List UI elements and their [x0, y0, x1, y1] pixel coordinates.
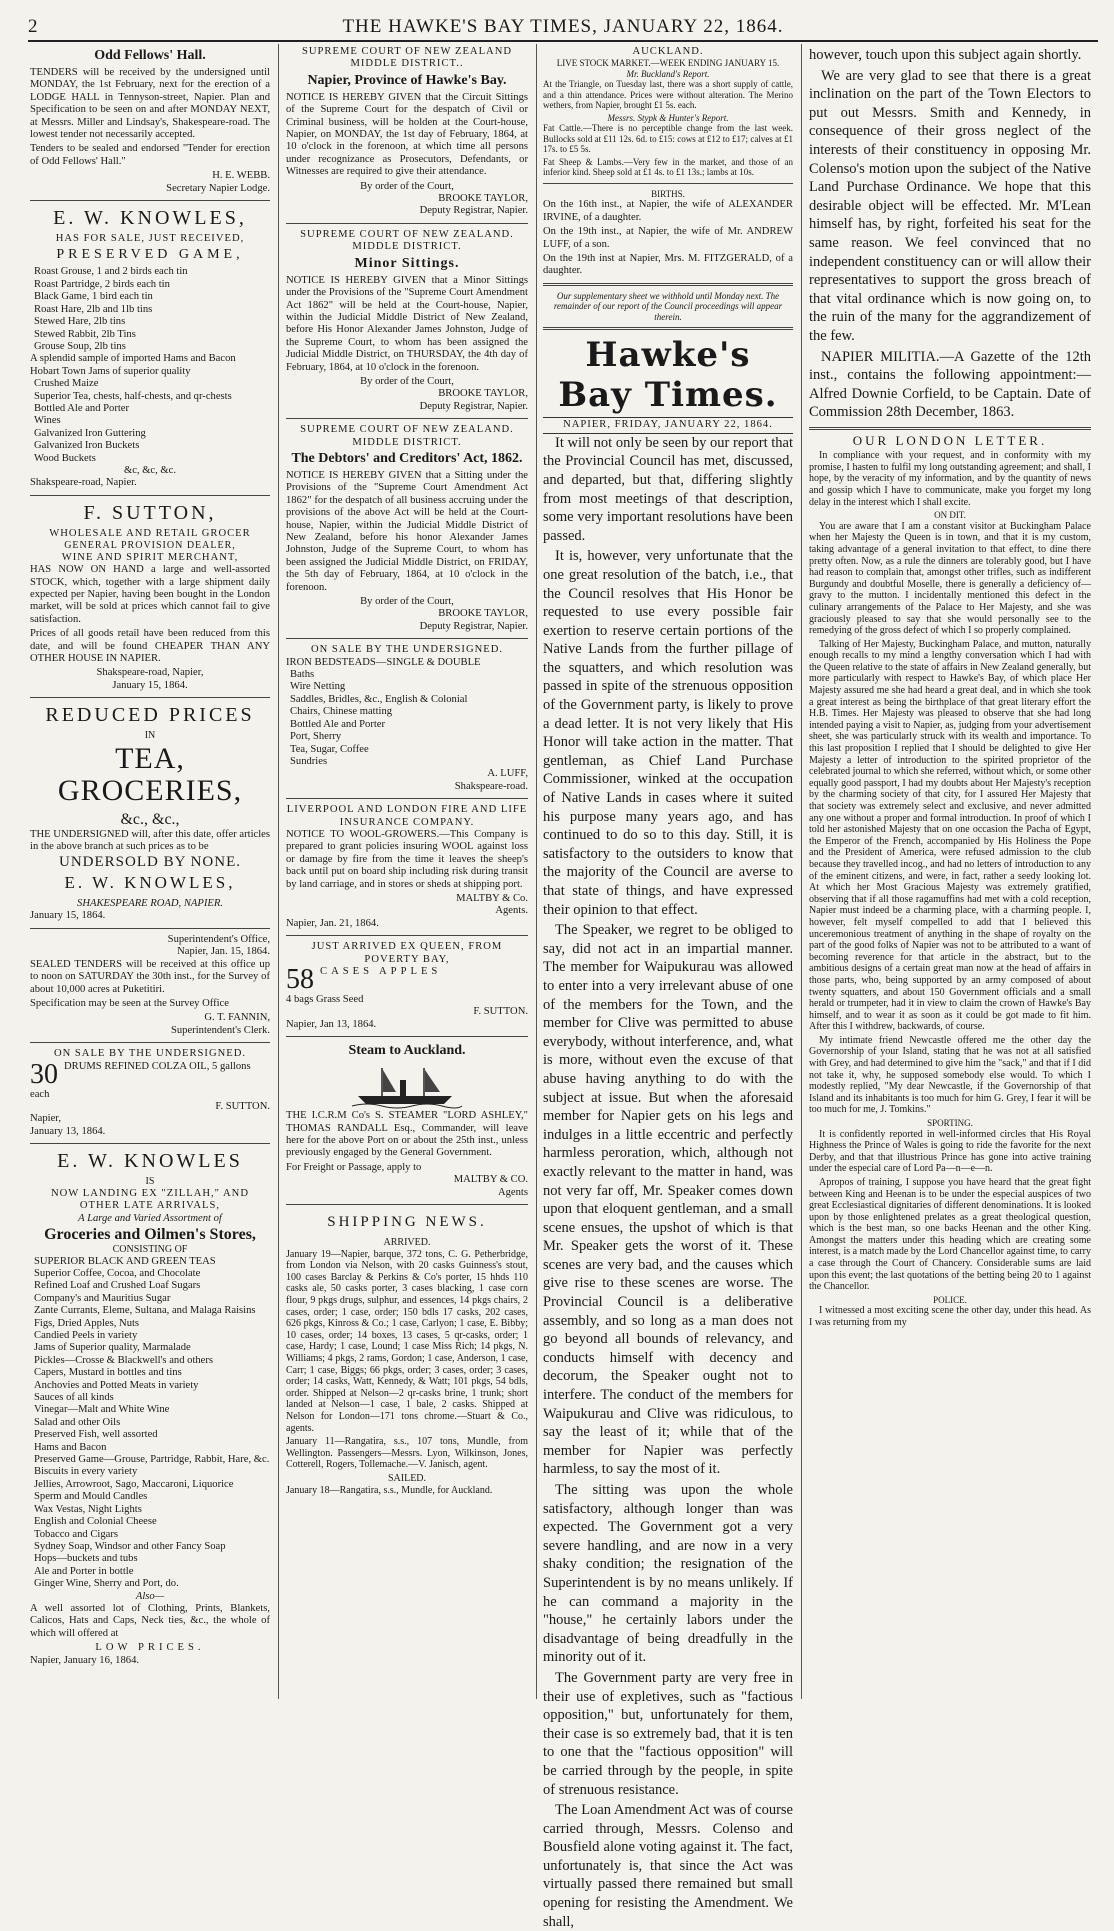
- shipping-body-2: January 11—Rangatira, s.s., 107 tons, Mundle, from Wellington. Passengers—Messrs. Lyon, Wilkinson, Jones, Cotterell, Rogers, Tollemache.—V. Janisch, agent.: [286, 1436, 528, 1471]
- editorial-paragraph: The Government party are very free in their use of expletives, such as "factious opposition," but, unfortunately for them, their case is so extremely bad, that it is ten to one that the "factious opposition" will be carried through by the people, in spite of strenuous resistance.: [543, 1669, 793, 1798]
- editorial-paragraph: however, touch upon this subject again shortly.: [809, 47, 1082, 63]
- list-item: Pickles—Crosse & Blackwell's and others: [34, 1354, 214, 1366]
- editorial-paragraph: It will not only be seen by our report that the Provincial Council has met, discussed, and departed, but that, differing slightly from most meetings of that description, some very important resolutions have been passed.: [543, 434, 793, 544]
- oddfellows-body-2: Tenders to be sealed and endorsed "Tender for erection of Odd Fellows' Hall.": [30, 143, 270, 167]
- reduced-in: IN: [144, 730, 156, 742]
- list-item: Sauces of all kinds: [34, 1392, 114, 1404]
- list-item: Jellies, Arrowroot, Sago, Maccaroni, Liquorice: [34, 1478, 234, 1490]
- list-item: Wines: [34, 415, 61, 427]
- newspaper-nameplate: Hawke's Bay Times.: [558, 335, 778, 416]
- court2-body: NOTICE IS HEREBY GIVEN that a Minor Sittings under the Provisions of the "Supreme Court Amendment Act 1862" will be held at the Court-house, Napier, within the Judicial Middle District of New Zealand, before His Honor Alexander James Johnston, Judge of the Supreme Court, to whom has been assigned the Judicial Middle District, on THURSDAY, the 4th day of February, 1864, at 10 o'clock in the forenoon.: [286, 274, 528, 373]
- court3-title: The Debtors' and Creditors' Act, 1862.: [291, 450, 523, 466]
- knowles2-address: SHAKESPEARE ROAD, NAPIER.: [77, 898, 223, 910]
- knowles-address: Shakspeare-road, Napier.: [30, 477, 137, 489]
- apples-heading: JUST ARRIVED EX QUEEN, FROM POVERTY BAY,: [311, 941, 503, 965]
- divider: [30, 1042, 270, 1043]
- knowles-ad-heading: E. W. KNOWLES,: [53, 207, 247, 230]
- knowles3-is: IS: [145, 1176, 155, 1188]
- insurance-heading: LIVERPOOL AND LONDON FIRE AND LIFE INSURANCE COMPANY.: [286, 804, 528, 828]
- luff-signature: A. LUFF,: [487, 768, 528, 780]
- knowles3-consisting: CONSISTING OF: [112, 1243, 188, 1255]
- letter-paragraph: Apropos of training, I suppose you have heard that the great fight between King and Heenan is to be under the especial auspices of two great Ecclesiastical dignitaries of different denominations. It is looked upon by those enlightened prelates as a great theological question, which is the best man, so one backs Heenan and the other King. Amongst the matters under this heading which are creating some interest, is a match made by the Lord Chancellor against time, to carry a case through the Court of Chancery. Considerable sums are laid upon this event; the last quotations of the betting being 20 to 1 against the Chancellor.: [809, 1176, 1091, 1293]
- knowles-more-2: Hobart Town Jams of superior quality: [30, 365, 191, 377]
- knowles-ad-sub: HAS FOR SALE, JUST RECEIVED,: [55, 233, 245, 245]
- list-item: Galvanized Iron Buckets: [34, 440, 140, 452]
- shipping-arrived: ARRIVED.: [383, 1237, 431, 1249]
- list-item: Vinegar—Malt and White Wine: [34, 1404, 170, 1416]
- column-rule: [801, 44, 802, 1699]
- divider: [286, 798, 528, 799]
- page-header: [28, 16, 1098, 38]
- auckland-body: At the Triangle, on Tuesday last, there was a short supply of cattle, and a thin attendance. Prices were without alteration. The Merino wethers, from Napier, brought £1 5s. each.: [543, 79, 793, 111]
- knowles3-also: Also—: [135, 1590, 165, 1602]
- list-item: Wax Vestas, Night Lights: [34, 1503, 142, 1515]
- court1-by: By order of the Court,: [360, 180, 454, 192]
- knowles3-big: Groceries and Oilmen's Stores,: [44, 1225, 256, 1243]
- list-item: Roast Grouse, 1 and 2 birds each tin: [34, 266, 188, 278]
- police-heading: POLICE.: [933, 1294, 967, 1305]
- list-item: Tea, Sugar, Coffee: [290, 743, 369, 755]
- letter-paragraph: I witnessed a most exciting scene the other day, under this head. As I was returning from my: [809, 1305, 1091, 1328]
- tea-groceries-heading: TEA, GROCERIES,: [57, 741, 243, 807]
- luff-heading: ON SALE BY THE UNDERSIGNED.: [310, 644, 504, 656]
- colza-heading: ON SALE BY THE UNDERSIGNED.: [53, 1048, 247, 1060]
- list-item: Superior Tea, chests, half-chests, and qr-chests: [34, 390, 232, 402]
- column-4: [809, 46, 1091, 1699]
- shipping-sailed: SAILED.: [387, 1472, 427, 1484]
- militia-notice: NAPIER MILITIA.—A Gazette of the 12th inst., contains the following appointment:—Alfred Downie Corfield, to be Captain. Date of Commission 28th December, 1863.: [809, 348, 1091, 421]
- list-item: Wood Buckets: [34, 452, 96, 464]
- oddfellows-heading: Odd Fellows' Hall.: [94, 48, 206, 63]
- list-item: Hams and Bacon: [34, 1441, 107, 1453]
- birth-notice: On the 16th inst., at Napier, the wife of ALEXANDER IRVINE, of a daughter.: [543, 199, 793, 223]
- court1-body: NOTICE IS HEREBY GIVEN that the Circuit Sittings of the Supreme Court for the despatch of Civil or Criminal business, will be holden at the Court-house, Napier, on MONDAY, the 1st day of February, 1864, at 10 o'clock in the forenoon, at which time all persons under recognizance as Prosecutors, Defendants, or Witnesses are required to give their attendance.: [286, 91, 528, 178]
- auckland-sub: LIVE STOCK MARKET.—WEEK ENDING JANUARY 15.: [556, 58, 780, 69]
- auckland-sub-2: Mr. Buckland's Report.: [626, 68, 710, 79]
- insurance-body: NOTICE TO WOOL-GROWERS.—This Company is prepared to grant policies insuring WOOL against loss or damage by fire from the time it leaves the sheep's back until put on board ship including risk during transit by land carriage, and in stores or sheds at shipping port.: [286, 828, 528, 890]
- list-item: Chairs, Chinese matting: [290, 706, 393, 718]
- insurance-signature: MALTBY & Co.: [456, 892, 528, 904]
- list-item: Salad and other Oils: [34, 1416, 121, 1428]
- colza-place: Napier,: [30, 1113, 62, 1125]
- court1-signature-title: Deputy Registrar, Napier.: [419, 205, 528, 217]
- court3-by: By order of the Court,: [360, 596, 454, 608]
- list-item: Candied Peels in variety: [34, 1330, 138, 1341]
- court3-signature: BROOKE TAYLOR,: [438, 608, 528, 620]
- court1-heading: SUPREME COURT OF NEW ZEALAND: [301, 46, 513, 57]
- apples-text: CASES APPLES: [320, 966, 442, 977]
- list-item: Sydney Soap, Windsor and other Fancy Soap: [34, 1540, 226, 1552]
- column-2: [286, 46, 528, 1699]
- survey-date: Napier, Jan. 15, 1864.: [177, 946, 270, 958]
- steam-heading: Steam to Auckland.: [348, 1043, 466, 1059]
- column-rule: [536, 44, 537, 1699]
- steam-signature: MALTBY & CO.: [453, 1174, 528, 1186]
- list-item: SUPERIOR BLACK AND GREEN TEAS: [34, 1255, 216, 1267]
- court1-signature: BROOKE TAYLOR,: [438, 193, 528, 205]
- page-number: 2: [28, 16, 39, 37]
- list-item: Saddles, Bridles, &c., English & Colonial: [290, 693, 468, 705]
- apples-text-2: 4 bags Grass Seed: [286, 994, 364, 1005]
- apples-line: [286, 966, 528, 994]
- shipping-heading: SHIPPING NEWS.: [327, 1214, 487, 1231]
- london-letter: [809, 450, 1091, 1328]
- survey-body-2: Specification may be seen at the Survey Office: [30, 997, 229, 1009]
- knowles-ad-sub-2: PRESERVED GAME,: [56, 247, 244, 263]
- court3-heading: SUPREME COURT OF NEW ZEALAND.: [300, 424, 514, 436]
- list-item: Crushed Maize: [34, 378, 99, 390]
- births-heading: BIRTHS.: [651, 188, 685, 199]
- list-item: Ginger Wine, Sherry and Port, do.: [34, 1578, 179, 1590]
- knowles-game-list: [30, 266, 270, 353]
- list-item: Refined Loaf and Crushed Loaf Sugars: [34, 1280, 201, 1292]
- divider: [543, 183, 793, 184]
- divider: [286, 1036, 528, 1037]
- divider: [809, 427, 1091, 430]
- oddfellows-body: TENDERS will be received by the undersigned until MONDAY, the 1st February, next for the erection of a LODGE HALL in Tennyson-street, Napier. Plan and Specification to be seen on and after MONDAY NEXT, at Messrs. Miller and Lindsay's, Shakespeare-road. The lowest tender not necessarily accepted.: [30, 67, 270, 141]
- sutton-address: Shakspeare-road, Napier,: [96, 667, 204, 679]
- london-letter-heading: OUR LONDON LETTER.: [852, 432, 1048, 448]
- court3-body: NOTICE IS HEREBY GIVEN that a Sitting under the Provisions of the "Supreme Court Amendment Act 1862" for the despatch of all business accruing under the provisions of the above Act will be held at the Court-house, Napier, within the Judicial Middle District of New Zealand, before his honor Alexander James Johnston, Judge of the Supreme Court, to whom has been assigned the Judicial Middle District, on FRIDAY, the 5th day of February, 1864, at 10 o'clock in the forenoon.: [286, 469, 528, 593]
- steam-signature-2: Agents: [497, 1186, 528, 1198]
- letter-paragraph: My intimate friend Newcastle offered me the other day the Governorship of your Island, stating that he was not at all satisfied with Grey, and had determined to give him the "sack," and that if I did not take it, why, he supposed somebody else would. To which I modestly replied, "My dear Newcastle, if the Governorship of that Island and its inhabitants is too much for him G. Grey, I fear it will be too much for me, J. Tomkins.": [809, 1034, 1091, 1116]
- editorial: [543, 434, 793, 1931]
- groceries-list: [30, 1256, 270, 1591]
- editorial-paragraph: The Speaker, we regret to be obliged to say, did not act in an impartial manner. The member for Waipukurau was allowed to enter into a very irrelevant abuse of one of the members for the Town, and the member for Clive was permitted to abuse everybody, without interference, and, what is more, without even the excuse of that abuse having anything to do with the subject at issue. But when the aforesaid member for Napier gets on his legs and indulges in a little eccentric and perfectly harmless peroration, which, although not exactly relevant to the matter in hand, was not very far off, Mr. Speaker comes down upon that eloquent gentleman, and a small scene ensues, the upshot of which is that Mr. Speaker gets the worst of it. These scenes are very bad, and the causes which give rise to these scenes are worse. The Provincial Council is a deliberative assembly, and so long as a man does not go beyond all bounds of relevancy, and conducts himself with decency and decorum, the Speaker ought not to interfere. The conduct of the members for Waipukurau and Clive was ridiculous, to say the least of it; while that of the member for Napier was perfectly harmless, to say the most of it.: [543, 922, 793, 1478]
- luff-body: IRON BEDSTEADS—SINGLE & DOUBLE: [286, 656, 481, 668]
- shipping-body: January 19—Napier, barque, 372 tons, C. G. Petherbridge, from London via Nelson, with 20 casks Guinness's stout, 100 cases Barclay & Perkins & Co's porter, 15 hhds 110 casks ale, 50 casks porter, 3 cases blacking, 1 case corn flour, 9 pkgs drugs, sulphur, and essences, 14 pkgs chairs, 2 cases, order; 1 case, order; 150 bdls 17 casks, 202 cases, 626 pkgs, Kinross & Co.; 1 case, Carlyon; 1 case, E. Bibby; 10 cases, order; 14 boxes, 13 cases, 5 qr-casks, order; 1 case, Hardy; 1 case, Lound; 1 case Miss Rich; 14 pkgs, N. Williams; 4 pkgs, 2 rams, Gordon; 1 case, Anderson, 1 case, Carr; 1 case, Biggs; 66 pkgs, order; 3 cases, order; 3 cases, order; 14 casks, Watt, Kennedy, & Watt; 101 pkgs, 54 bdls, order. Shipped at Nelson—2 qr-casks brine, 1 trunk; short landed at Nelson—1 case, 1 bale, 2 casks. Shipped at Nelson for London—171 tons chrome.—Stuart & Co., agents.: [286, 1248, 528, 1434]
- court3-district: MIDDLE DISTRICT.: [352, 436, 462, 448]
- list-item: Port, Sherry: [290, 731, 342, 743]
- birth-notice: On the 19th inst at Napier, Mrs. M. FITZGERALD, of a daughter.: [543, 253, 793, 277]
- letter-paragraph: Talking of Her Majesty, Buckingham Palace, and mutton, naturally enough recalls to my mind a lengthy conversation which I had with the Queen relative to the state of affairs in New Zealand generally, but more particularly with respect to Hawke's Bay, of which place Her Majesty assured me she had heard a great deal, and in which she took a great interest as being the birthplace of that great literary effort the H.B. Times. Her Majesty was pleased to observe that she had long intended paying a visit to Napier, as, judging from your advertisement sheet, she was particularly struck with its wealth and importance. To this last proposition I replied that I should be delighted to give Her Majesty a letter of introduction to the spirited proprietor of the celebrated journal to which she referred, without which, or some other equally good passport, I had my doubts about Her Majesty's reception by the charming society of that city, for I assured Her Majesty that that society was extremely select and exclusive, and never admitted any one without a proper and formal introduction. In proof of which I told her astonished Majesty that on one occasion the Pacha of Egypt, the Emperor of the French, accompanied by His Holiness the Pope and the President of America, were refused admission to the club because they travelled incog., and had no letters of introduction to any of the eminent citizens, and were, in fact, rather a seedy looking lot. At which her Most Gracious Majesty was extremely gratified, observing that if all those ragamuffins had met with a cold reception, Napier must indeed be a charming place, with a charming people. I, however, felt myself compelled to add that I believed this unceremonious treatment of anything in the shape of royalty on the part of the good folks of Napier was not to be attributed to a want of becoming reverence for that article in the abstract, but to the ambitious designs of a certain great man now at the head of affairs in those parts, who, being supported by an army composed of about twenty squatters, and about 150 Government officials and a small herald or trumpeter, had it in view to claim the crown of Hawke's Bay himself, and to wear it as soon as it could be got made to fit him. After this I withdrew, backwards, of course.: [809, 638, 1091, 1033]
- survey-signature: G. T. FANNIN,: [204, 1012, 270, 1024]
- birth-notice: On the 19th inst., at Napier, the wife of Mr. ANDREW LUFF, of a son.: [543, 226, 793, 250]
- court2-heading: SUPREME COURT OF NEW ZEALAND.: [300, 228, 514, 240]
- list-item: Stewed Rabbit, 2lb Tins: [34, 328, 136, 340]
- colza-line: [30, 1058, 270, 1101]
- list-item: Roast Partridge, 2 birds each tin: [34, 278, 170, 290]
- list-item: Jams of Superior quality, Marmalade: [34, 1342, 191, 1354]
- editorial-paragraph: It is, however, very unfortunate that the one great resolution of the batch, i.e., that the Council resolves that His Honor be requested to use every possible fair exertion to reserve certain portions of the Native Lands from the further pillage of the squatters, and which resolution was passed in spite of the strenuous opposition of the Government party, is likely to prove a dead letter. It is not very likely that His Honor will take action in the matter. That gentleman, as Chief Land Purchase Commissioner, winked at the occupation of Native Lands in cases where it suited his purpose many years ago, and has continued to do so to this day. Still, it is satisfactory to the outsiders to know that the majority of the Council are averse to that state of things, and have expressed their opinion to that effect.: [543, 548, 793, 918]
- sutton-date: January 15, 1864.: [112, 679, 188, 691]
- sporting-heading: SPORTING.: [927, 1118, 973, 1129]
- sutton-sub: WHOLESALE AND RETAIL GROCER: [49, 527, 251, 539]
- court2-title: Minor Sittings.: [354, 255, 460, 271]
- list-item: Zante Currants, Eleme, Sultana, and Malaga Raisins: [34, 1305, 256, 1317]
- luff-list: [286, 669, 528, 768]
- editorial-paragraph: The sitting was upon the whole satisfactory, although longer than was expected. The Government got a very severe handling, and are now in a very shaky condition; the resignation of the Superintendent is by no means unlikely. If he can command a majority in the "house," he certainly labors under the disadvantage of being dreadfully in the minority out of it.: [543, 1482, 793, 1666]
- column-1: [30, 46, 270, 1699]
- court2-by: By order of the Court,: [360, 375, 454, 387]
- reduced-etc: &c., &c.,: [120, 810, 180, 828]
- editorial-paragraph: The Loan Amendment Act was of course carried through, Messrs. Colenso and Bousfield alone voting against it. The fact, unfortunately is, that since the Act was virtually passed there remained but small opening for resisting the Amendment. We shall,: [543, 1802, 793, 1930]
- list-item: Roast Hare, 2lb and 1lb tins: [34, 303, 153, 315]
- list-item: Wire Netting: [290, 681, 346, 693]
- knowles3-also-2: A well assorted lot of Clothing, Prints, Blankets, Calicos, Hats and Caps, Neck ties, &c., the whole of which will offered at: [30, 1602, 270, 1639]
- divider: [286, 418, 528, 419]
- divider: [543, 283, 793, 286]
- knowles3-sub: NOW LANDING EX "ZILLAH," AND OTHER LATE ARRIVALS,: [51, 1187, 249, 1212]
- knowles2-heading: E. W. KNOWLES,: [64, 873, 236, 893]
- knowles3-sub-2: A Large and Varied Assortment of: [78, 1212, 222, 1224]
- court2-district: MIDDLE DISTRICT.: [352, 241, 462, 253]
- knowles3-low: LOW PRICES.: [95, 1642, 205, 1654]
- undersold-tag: UNDERSOLD BY NONE.: [58, 853, 242, 870]
- list-item: Galvanized Iron Guttering: [34, 427, 146, 439]
- list-item: Company's and Mauritius Sugar: [34, 1292, 171, 1304]
- reduced-prices-heading: REDUCED PRICES: [45, 704, 255, 727]
- divider: [30, 1143, 270, 1144]
- ondit-heading: ON DIT.: [934, 510, 966, 521]
- oddfellows-signature: H. E. WEBB.: [212, 170, 270, 182]
- colza-number: 30: [30, 1058, 58, 1090]
- auckland-body-2: Fat Cattle.—There is no perceptible change from the last week. Bullocks sold at £11 12s. 6d. to £15: cows at £12 to £17; calves at £1 17s. to £5 5s.: [543, 123, 793, 155]
- divider: [286, 935, 528, 936]
- list-item: Bottled Ale and Porter: [34, 402, 130, 414]
- divider: [286, 1204, 528, 1205]
- apples-signature: F. SUTTON.: [473, 1006, 528, 1018]
- supplement-note: Our supplementary sheet we withhold until Monday next. The remainder of our report of the Council proceedings will appear therein.: [553, 290, 783, 322]
- letter-paragraph: In compliance with your request, and in conformity with my promise, I hasten to fulfil my long outstanding agreement; and shall, I hope, by the veracity of my information, and by the quantity of news and gossip which I have to communicate, make you forget my long delay in the interest which I shall excite.: [809, 450, 1091, 508]
- page-title: THE HAWKE'S BAY TIMES, JANUARY 22, 1864.: [342, 16, 784, 37]
- editorial-paragraph: We are very glad to see that there is a great inclination on the part of the Town Electors to put out Messrs. Smith and Kennedy, in consequence of their gross neglect of the interests of their constituency in opposing Mr. Colenso's motion upon the subject of the Native Land Purchase Ordinance. We hope that this desirable object will be effected. Mr. M'Lean himself has, by right, forfeited his seat for the same reason. We feel convinced that no independent constituency can or will allow their representatives to support the gross breach of that vital ordinance which is now going on, to the ruin of the many for the aggrandizement of the few.: [809, 67, 1091, 344]
- court3-signature-title: Deputy Registrar, Napier.: [419, 620, 528, 632]
- auckland-sub-3: Messrs. Stypk & Hunter's Report.: [607, 112, 729, 123]
- divider: [30, 697, 270, 698]
- insurance-signature-2: Agents.: [495, 905, 528, 917]
- sutton-sub-3: WINE AND SPIRIT MERCHANT,: [61, 551, 239, 563]
- list-item: Preserved Game—Grouse, Partridge, Rabbit, Hare, &c.: [34, 1454, 270, 1466]
- divider: [30, 928, 270, 929]
- list-item: Capers, Mustard in bottles and tins: [34, 1367, 182, 1379]
- colza-date: January 13, 1864.: [30, 1125, 106, 1137]
- letter-paragraph: You are aware that I am a constant visitor at Buckingham Palace when her Majesty the Queen is in town, and that it is my custom, taking advantage of a general invitation to that effect, to dine there pretty often. Now, as a rule the dinners are tolerably good, but I have had reason to complain that, amongst other trifles, such as indifferent Burgundy and doubtful Moselle, there is generally a deficiency of—gravy to the mutton. I incidentally mentioned this defect in the culinary arrangements of the Palace to Her Majesty, and she was graciously pleased to say that she would personally see to the remedying of the gross defect of which I so properly complained.: [809, 520, 1091, 637]
- knowles-more: A splendid sample of imported Hams and Bacon: [30, 353, 236, 365]
- court1-district: MIDDLE DISTRICT..: [350, 58, 464, 70]
- auckland-heading: AUCKLAND.: [632, 46, 704, 57]
- header-rule: [28, 40, 1098, 42]
- apples-date: Napier, Jan 13, 1864.: [286, 1018, 377, 1030]
- list-item: Superior Coffee, Cocoa, and Chocolate: [34, 1267, 201, 1279]
- colza-text: DRUMS REFINED COLZA OIL, 5 gallons each: [30, 1060, 251, 1100]
- sutton-body-2: Prices of all goods retail have been reduced from this date, and will be found CHEAPER THAN ANY OTHER HOUSE IN NAPIER.: [30, 628, 270, 665]
- auckland-body-3: Fat Sheep & Lambs.—Very few in the market, and those of an inferior kind. Sheep sold at £1 4s. to £1 13s.; lambs at 10s.: [543, 156, 793, 178]
- list-item: Stewed Hare, 2lb tins: [34, 316, 126, 328]
- list-item: Biscuits in every variety: [34, 1466, 138, 1478]
- list-item: Preserved Fish, well assorted: [34, 1429, 158, 1441]
- divider: [30, 200, 270, 201]
- insurance-date: Napier, Jan. 21, 1864.: [286, 917, 379, 929]
- colza-signature: F. SUTTON.: [215, 1100, 270, 1112]
- steam-body-2: For Freight or Passage, apply to: [286, 1161, 422, 1173]
- reduced-body: THE UNDERSIGNED will, after this date, offer articles in the above branch at such prices as to be: [30, 828, 270, 853]
- luff-signature-2: Shakspeare-road.: [454, 780, 528, 792]
- list-item: Anchovies and Potted Meats in variety: [34, 1379, 199, 1391]
- survey-body: SEALED TENDERS will be received at this office up to noon on SATURDAY the 30th inst., for the Survey of about 10,000 acres at Puketitiri.: [30, 958, 270, 995]
- sutton-sub-2: GENERAL PROVISION DEALER,: [64, 540, 236, 552]
- shipping-body-3: January 18—Rangatira, s.s., Mundle, for Auckland.: [286, 1484, 493, 1496]
- list-item: English and Colonial Cheese: [34, 1516, 157, 1528]
- divider: [30, 495, 270, 496]
- knowles2-date: January 15, 1864.: [30, 910, 106, 922]
- list-item: Black Game, 1 bird each tin: [34, 291, 153, 303]
- court2-signature: BROOKE TAYLOR,: [438, 388, 528, 400]
- knowles-goods-list: [30, 378, 270, 465]
- knowles-etc: &c, &c, &c.: [123, 464, 177, 476]
- list-item: Bottled Ale and Porter: [290, 718, 386, 730]
- list-item: Sperm and Mould Candles: [34, 1491, 148, 1503]
- steamship-icon: [352, 1062, 462, 1108]
- knowles3-heading: E. W. KNOWLES: [57, 1150, 243, 1173]
- court1-title: Napier, Province of Hawke's Bay.: [307, 72, 507, 88]
- court2-signature-title: Deputy Registrar, Napier.: [419, 400, 528, 412]
- divider: [286, 223, 528, 224]
- letter-paragraph: It is confidently reported in well-informed circles that His Royal Highness the Prince of Wales is going to ride the favorite for the next Derby, and that that illustrious Prince has gone into active training under the especial care of Lord Pa—n—e—n.: [809, 1128, 1091, 1175]
- steam-body: THE I.C.R.M Co's S. STEAMER "LORD ASHLEY," THOMAS RANDALL Esq., Commander, will leave here for the above Port on or about the 25th inst., unless previously engaged by the General Government.: [286, 1110, 528, 1159]
- column-rule: [278, 44, 279, 1699]
- survey-office: Superintendent's Office,: [167, 933, 270, 945]
- divider: [543, 327, 793, 330]
- apples-number: 58: [286, 964, 314, 995]
- editorial-continued: [809, 46, 1091, 422]
- dateline: NAPIER, FRIDAY, JANUARY 22, 1864.: [543, 417, 793, 433]
- list-item: Ale and Porter in bottle: [34, 1565, 134, 1577]
- sutton-body: HAS NOW ON HAND a large and well-assorted STOCK, which, together with a large shipment daily expected per Napier, having been bought in the London market, will be sold at prices which cannot fail to give satisfaction.: [30, 564, 270, 625]
- divider: [286, 638, 528, 639]
- sutton-heading: F. SUTTON,: [83, 501, 217, 524]
- list-item: Sundries: [290, 755, 328, 767]
- list-item: Grouse Soup, 2lb tins: [34, 340, 126, 352]
- column-3: [543, 46, 793, 1930]
- list-item: Tobacco and Cigars: [34, 1528, 118, 1540]
- list-item: Hops—buckets and tubs: [34, 1553, 138, 1565]
- list-item: Figs, Dried Apples, Nuts: [34, 1317, 140, 1329]
- oddfellows-signature-title: Secretary Napier Lodge.: [166, 182, 270, 194]
- knowles3-date: Napier, January 16, 1864.: [30, 1654, 140, 1666]
- list-item: Baths: [290, 669, 315, 681]
- survey-signature-title: Superintendent's Clerk.: [170, 1024, 270, 1036]
